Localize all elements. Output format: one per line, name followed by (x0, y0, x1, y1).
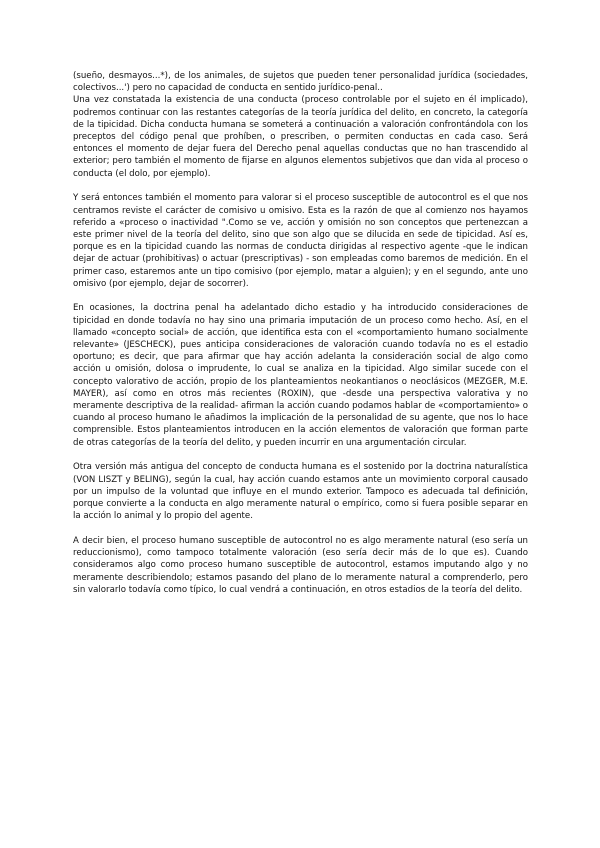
paragraph-4 (73, 461, 528, 522)
paragraph-3-text: En ocasiones, la doctrina penal ha adelantado dicho estadio y ha introducido consideraciones de tipicidad en donde todavía no hay sino una primaria imputación de un proceso como hecho. Así, en el llamado «concepto social» de acción, que identifica esta con el «comportamiento humano socialmente relevante» (JESCHECK), pues anticipa consideraciones de valoración cuando todavía no es el estadio oportuno; es decir, que para afirmar que hay acción adelanta la consideración social de algo como acción u omisión, dolosa o imprudente, lo cual se analiza en la tipicidad. Algo similar sucede con el concepto valorativo de acción, propio de los planteamientos neokantianos o neoclásicos (MEZGER, M.E. MAYER), así como en otros más recientes (ROXIN), que -desde una perspectiva valorativa y no meramente descriptiva de la realidad- afirman la acción cuando podamos hablar de «comportamiento» o cuando al proceso humano le añadimos la implicación de la personalidad de su agente, que nos lo hace comprensible. Estos planteamientos introducen en la acción elementos de valoración que forman parte de otras categorías de la teoría del delito, y pueden incurrir en una argumentación circular. (73, 303, 528, 448)
paragraph-1-line-2: Una vez constatada la existencia de una conducta (proceso controlable por el sujeto en él implicado), podremos continuar con las restantes categorías de la teoría jurídica del delito, en concreto, la categoría de la tipicidad. Dicha conducta humana se someterá a continuación a valoración confrontándola con los preceptos del código penal que prohíben, o prescriben, o permiten conductas en cada caso. Será entonces el momento de dejar fuera del Derecho penal aquellas conductas que no han trascendido al exterior; pero también el momento de fijarse en algunos elementos subjetivos que dan vida al proceso o conducta (el dolo, por ejemplo). (73, 95, 528, 179)
paragraph-5-text: A decir bien, el proceso humano susceptible de autocontrol no es algo meramente natural (eso sería un reduccionismo), como tampoco totalmente valoración (eso sería decir más de lo que es). Cuando consideramos algo como proceso humano susceptible de autocontrol, estamos imputando algo y no meramente describiendolo; estamos pasando del plano de lo meramente natural a comprenderlo, pero sin valorarlo todavía como típico, lo cual vendrá a continuación, en otros estadios de la teoría del delito. (73, 535, 528, 595)
paragraph-spacer (73, 449, 528, 462)
paragraph-spacer (73, 180, 528, 193)
paragraph-1-line-1: (sueño, desmayos...*), de los animales, de sujetos que pueden tener personalidad jurídica (sociedades, colectivos...') pero no capacidad de conducta en sentido jurídico-penal.. (73, 71, 528, 94)
paragraph-spacer (73, 290, 528, 303)
paragraph-spacer (73, 522, 528, 535)
paragraph-5 (73, 535, 528, 596)
paragraph-3 (73, 302, 528, 448)
paragraph-1 (73, 70, 528, 180)
paragraph-2-text: Y será entonces también el momento para valorar si el proceso susceptible de autocontrol es el que nos centramos reviste el carácter de comisivo u omisivo. Esta es la razón de que al comienzo nos hayamos referido a «proceso o inactividad ".Como se ve, acción y omisión no son conceptos que pertenezcan a este primer nivel de la teoría del delito, sino que son algo que se dilucida en sede de tipicidad. Así es, porque es en la tipicidad cuando las normas de conducta dirigidas al respectivo agente -que le indican dejar de actuar (prohibitivas) o actuar (prescriptivas) - son empleadas como baremos de medición. En el primer caso, estaremos ante un tipo comisivo (por ejemplo, matar a alguien); y en el segundo, ante uno omisivo (por ejemplo, dejar de socorrer). (73, 193, 528, 289)
paragraph-4-text: Otra versión más antigua del concepto de conducta humana es el sostenido por la doctrina naturalística (VON LISZT y BELING), según la cual, hay acción cuando estamos ante un movimiento corporal causado por un impulso de la voluntad que influye en el mundo exterior. Tampoco es adecuada tal definición, porque convierte a la conducta en algo meramente natural o empírico, como si fuera posible separar en la acción lo animal y lo propio del agente. (73, 462, 528, 522)
paragraph-2 (73, 192, 528, 290)
